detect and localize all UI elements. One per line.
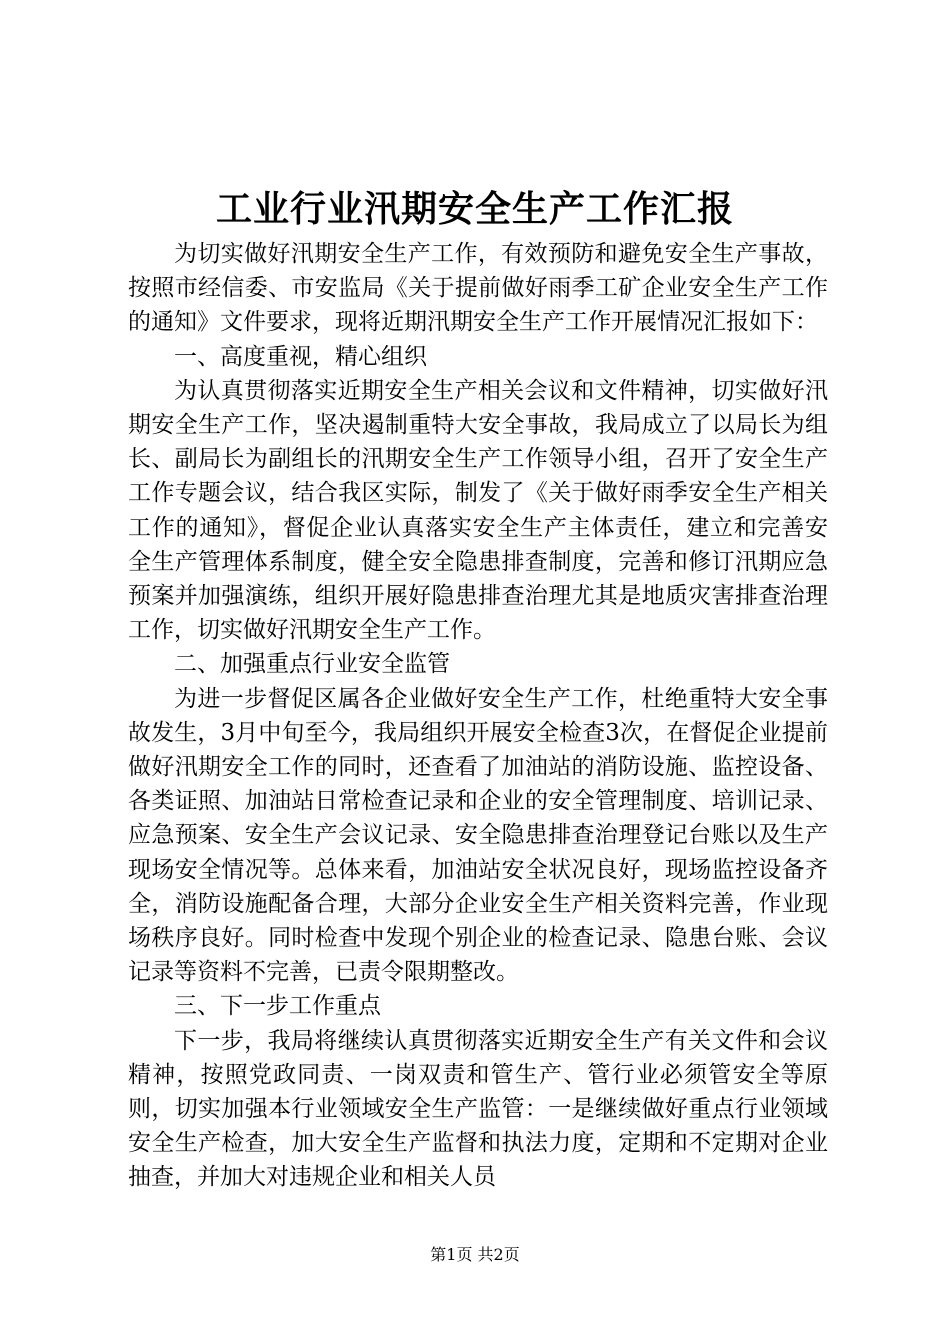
section-3-paragraph: 下一步，我局将继续认真贯彻落实近期安全生产有关文件和会议精神，按照党政同责、一岗双责和管生产、管行业必须管安全等原则，切实加强本行业领域安全生产监管：一是继续做好重点行业领域安全生产检查，加大安全生产监督和执法力度，定期和不定期对企业抽查，并加大对违规企业和相关人员: [128, 1027, 828, 1191]
section-heading-3: 三、下一步工作重点: [174, 993, 381, 1020]
section-heading-1: 一、高度重视，精心组织: [174, 343, 427, 370]
document-body: [128, 237, 828, 1195]
intro-paragraph: 为切实做好汛期安全生产工作，有效预防和避免安全生产事故，按照市经信委、市安监局《关于提前做好雨季工矿企业安全生产工作的通知》文件要求，现将近期汛期安全生产工作开展情况汇报如下：: [128, 241, 828, 336]
page-footer: 第1页 共2页: [430, 1245, 520, 1264]
document-title: 工业行业汛期安全生产工作汇报: [215, 188, 734, 230]
section-1-paragraph: 为认真贯彻落实近期安全生产相关会议和文件精神，切实做好汛期安全生产工作，坚决遏制重特大安全事故，我局成立了以局长为组长、副局长为副组长的汛期安全生产工作领导小组，召开了安全生产工作专题会议，结合我区实际，制发了《关于做好雨季安全生产相关工作的通知》，督促企业认真落实安全生产主体责任，建立和完善安全生产管理体系制度，健全安全隐患排查制度，完善和修订汛期应急预案并加强演练，组织开展好隐患排查治理尤其是地质灾害排查治理工作，切实做好汛期安全生产工作。: [128, 377, 828, 644]
section-heading-2: 二、加强重点行业安全监管: [174, 651, 450, 678]
section-2-paragraph: 为进一步督促区属各企业做好安全生产工作，杜绝重特大安全事故发生，3月中旬至今，我局组织开展安全检查3次，在督促企业提前做好汛期安全工作的同时，还查看了加油站的消防设施、监控设备、各类证照、加油站日常检查记录和企业的安全管理制度、培训记录、应急预案、安全生产会议记录、安全隐患排查治理登记台账以及生产现场安全情况等。总体来看，加油站安全状况良好，现场监控设备齐全，消防设施配备合理，大部分企业安全生产相关资料完善，作业现场秩序良好。同时检查中发现个别企业的检查记录、隐患台账、会议记录等资料不完善，已责令限期整改。: [128, 685, 828, 986]
